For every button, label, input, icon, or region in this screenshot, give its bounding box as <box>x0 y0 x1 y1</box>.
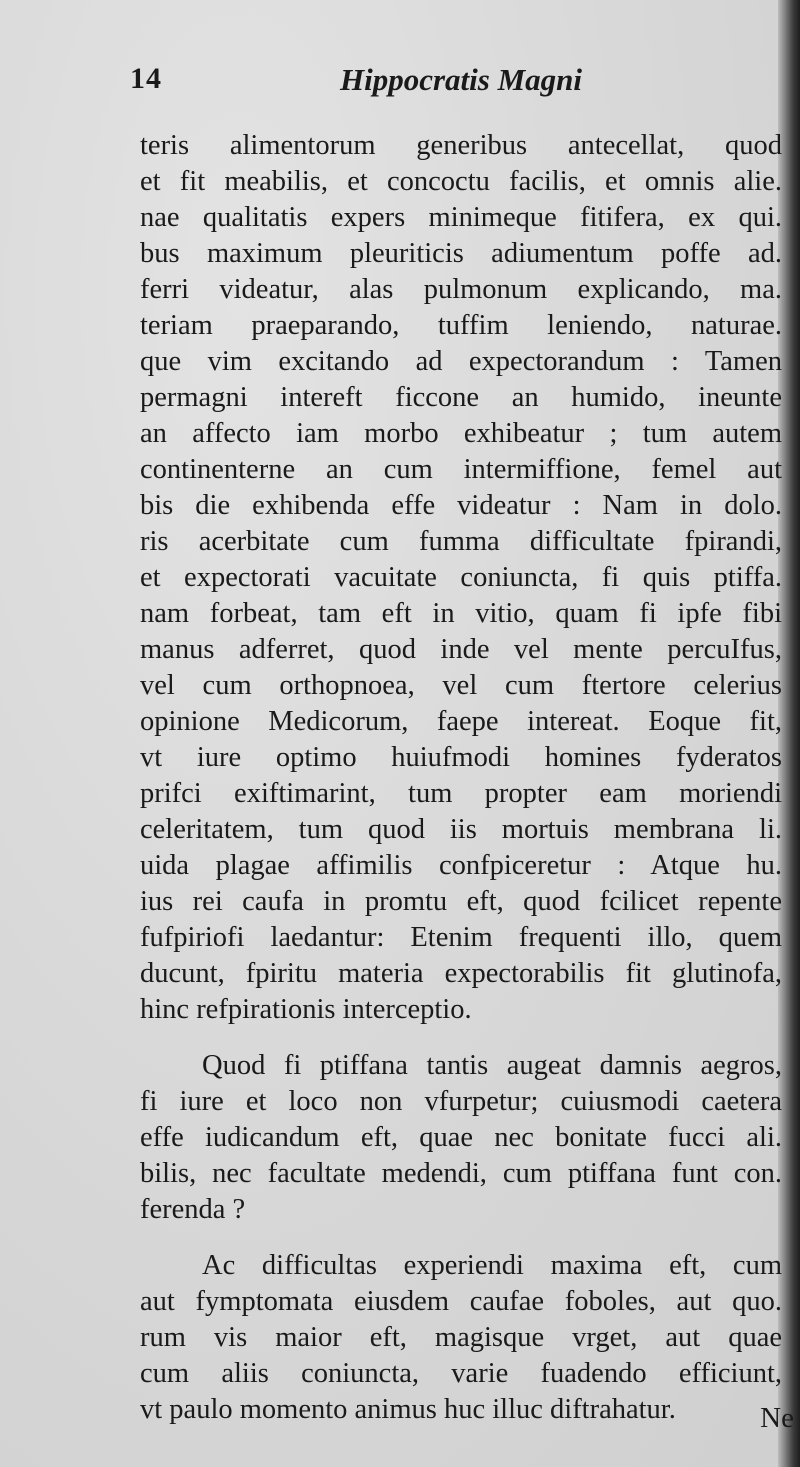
text-line: uida plagae affimilis confpiceretur : Atque hu. <box>140 850 782 881</box>
text-line: fufpiriofi laedantur: Etenim frequenti illo, quem <box>140 922 782 953</box>
page-number: 14 <box>130 62 162 95</box>
text-line: Quod fi ptiffana tantis augeat damnis aegros, <box>202 1050 782 1081</box>
text-line: et expectorati vacuitate coniuncta, fi quis ptiffa. <box>140 562 782 593</box>
page-header <box>130 62 730 106</box>
catchword: Ne <box>760 1402 794 1434</box>
text-line: celeritatem, tum quod iis mortuis membrana li. <box>140 814 782 845</box>
text-line: fi iure et loco non vfurpetur; cuiusmodi caetera <box>140 1086 782 1117</box>
text-line: bis die exhibenda effe videatur : Nam in dolo. <box>140 490 782 521</box>
text-line: et fit meabilis, et concoctu facilis, et omnis alie. <box>140 166 782 197</box>
text-line: ius rei caufa in promtu eft, quod fcilicet repente <box>140 886 782 917</box>
text-line: ferri videatur, alas pulmonum explicando, ma. <box>140 274 782 305</box>
text-line: permagni intereft ficcone an humido, ineunte <box>140 382 782 413</box>
paragraph-3 <box>140 1248 782 1428</box>
text-line: vt paulo momento animus huc illuc diftrahatur. <box>140 1394 676 1425</box>
text-line: opinione Medicorum, faepe intereat. Eoque fit, <box>140 706 782 737</box>
text-line: vt iure optimo huiufmodi homines fyderatos <box>140 742 782 773</box>
text-line: ferenda ? <box>140 1194 246 1225</box>
text-line: nae qualitatis expers minimeque fitifera, ex qui. <box>140 202 782 233</box>
text-line: nam forbeat, tam eft in vitio, quam fi ipfe fibi <box>140 598 782 629</box>
paragraph-gap <box>140 1228 782 1248</box>
text-line: rum vis maior eft, magisque vrget, aut quae <box>140 1322 782 1353</box>
paragraph-gap <box>140 1028 782 1048</box>
text-line: prifci exiftimarint, tum propter eam moriendi <box>140 778 782 809</box>
text-line: aut fymptomata eiusdem caufae foboles, aut quo. <box>140 1286 782 1317</box>
text-line: hinc refpirationis interceptio. <box>140 994 472 1025</box>
text-line: an affecto iam morbo exhibeatur ; tum autem <box>140 418 782 449</box>
paragraph-1 <box>140 128 782 1028</box>
text-line: effe iudicandum eft, quae nec bonitate fucci ali. <box>140 1122 782 1153</box>
text-line: teriam praeparando, tuffim leniendo, naturae. <box>140 310 782 341</box>
text-line: que vim excitando ad expectorandum : Tamen <box>140 346 782 377</box>
body-text <box>140 128 782 1428</box>
running-head: Hippocratis Magni <box>340 62 583 97</box>
text-line: vel cum orthopnoea, vel cum ftertore celerius <box>140 670 782 701</box>
text-line: cum aliis coniuncta, varie fuadendo efficiunt, <box>140 1358 782 1389</box>
text-line: teris alimentorum generibus antecellat, quod <box>140 130 782 161</box>
text-line: ducunt, fpiritu materia expectorabilis fit glutinofa, <box>140 958 782 989</box>
text-line: bilis, nec facultate medendi, cum ptiffana funt con. <box>140 1158 782 1189</box>
text-line: manus adferret, quod inde vel mente percuIfus, <box>140 634 782 665</box>
text-line: ris acerbitate cum fumma difficultate fpirandi, <box>140 526 782 557</box>
paragraph-2 <box>140 1048 782 1228</box>
text-line: bus maximum pleuriticis adiumentum poffe ad. <box>140 238 782 269</box>
text-line: continenterne an cum intermiffione, femel aut <box>140 454 782 485</box>
text-line: Ac difficultas experiendi maxima eft, cum <box>202 1250 782 1281</box>
